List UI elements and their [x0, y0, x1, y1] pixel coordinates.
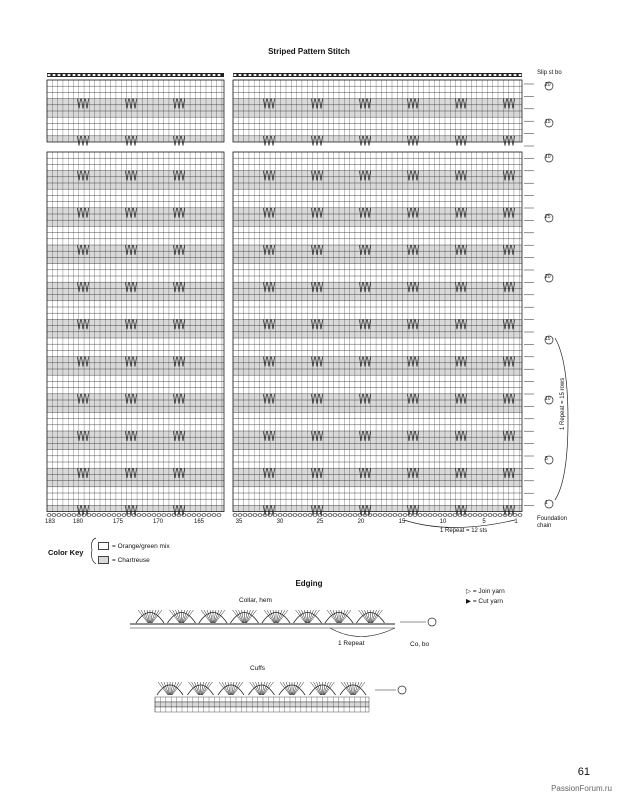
chain-loop: [263, 74, 266, 76]
foundation-loop: [293, 514, 297, 517]
chain-loop: [423, 74, 426, 76]
chain-loop: [77, 74, 80, 76]
chart-row: [233, 406, 522, 412]
chain-loop: [373, 74, 376, 76]
foundation-loop: [117, 514, 121, 517]
chain-loop: [182, 74, 185, 76]
chart-row: [233, 164, 522, 170]
chart-row: [233, 251, 522, 257]
chain-loop: [493, 74, 496, 76]
chart-row: [233, 313, 522, 319]
chain-loop: [473, 74, 476, 76]
foundation-loop: [283, 514, 287, 517]
foundation-loop: [313, 514, 317, 517]
chart-row: [233, 375, 522, 381]
chain-loop: [343, 74, 346, 76]
foundation-loop: [52, 514, 56, 517]
foundation-loop: [403, 514, 407, 517]
foundation-loop: [443, 514, 447, 517]
chain-loop: [192, 74, 195, 76]
foundation-loop: [373, 514, 377, 517]
foundation-loop: [192, 514, 196, 517]
cuff-row: [155, 707, 369, 712]
chain-loop: [443, 74, 446, 76]
chain-loop: [248, 74, 251, 76]
chain-loop: [122, 74, 125, 76]
chain-loop: [137, 74, 140, 76]
column-number: 175: [112, 519, 124, 525]
chart-row: [233, 338, 522, 344]
chain-loop: [438, 74, 441, 76]
chart-row: [233, 92, 522, 98]
foundation-loop: [137, 514, 141, 517]
column-number: 15: [398, 519, 406, 525]
chain-loop: [258, 74, 261, 76]
chain-loop: [348, 74, 351, 76]
foundation-loop: [127, 514, 131, 517]
chain-loop: [468, 74, 471, 76]
chartreuse-swatch: [98, 556, 109, 564]
foundation-loop: [413, 514, 417, 517]
chart-row: [233, 443, 522, 449]
foundation-loop: [187, 514, 191, 517]
chart-row: [233, 450, 522, 456]
foundation-loop: [428, 514, 432, 517]
foundation-loop: [258, 514, 262, 517]
foundation-loop: [343, 514, 347, 517]
column-number: 25: [316, 519, 324, 525]
chain-loop: [207, 74, 210, 76]
chain-loop: [212, 74, 215, 76]
chart-row: [233, 86, 522, 92]
chart-row: [233, 332, 522, 338]
cut-yarn-legend: [466, 597, 503, 605]
chain-loop: [403, 74, 406, 76]
chain-loop: [463, 74, 466, 76]
chain-loop: [388, 74, 391, 76]
cuffs-label: Cuffs: [250, 665, 266, 672]
foundation-loop: [87, 514, 91, 517]
row-number-label: 20: [545, 82, 551, 88]
column-number: 10: [439, 519, 447, 525]
foundation-loop: [97, 514, 101, 517]
chain-loop: [338, 74, 341, 76]
foundation-loop: [513, 514, 517, 517]
chain-loop: [243, 74, 246, 76]
chart-row: [233, 257, 522, 263]
chart-row: [233, 208, 522, 214]
chain-loop: [368, 74, 371, 76]
chain-loop: [187, 74, 190, 76]
chart-row: [233, 105, 522, 111]
chain-loop: [288, 74, 291, 76]
chain-loop: [107, 74, 110, 76]
column-number: 170: [152, 519, 164, 525]
foundation-loop: [167, 514, 171, 517]
chain-loop: [172, 74, 175, 76]
chain-loop: [398, 74, 401, 76]
cuff-row: [155, 697, 369, 702]
chart-row: [233, 295, 522, 301]
chain-loop: [102, 74, 105, 76]
foundation-loop: [488, 514, 492, 517]
chain-loop: [52, 74, 55, 76]
cuff-row: [155, 702, 369, 707]
foundation-loop: [102, 514, 106, 517]
chart-row: [233, 183, 522, 189]
chain-loop: [293, 74, 296, 76]
foundation-loop: [152, 514, 156, 517]
foundation-loop: [448, 514, 452, 517]
chain-loop: [202, 74, 205, 76]
chain-loop: [453, 74, 456, 76]
page-number: 61: [577, 766, 590, 778]
chain-loop: [518, 74, 521, 76]
chart-row: [233, 344, 522, 350]
row-number-label: 20: [545, 274, 551, 280]
foundation-loop: [433, 514, 437, 517]
chart-row: [233, 357, 522, 363]
foundation-loop: [383, 514, 387, 517]
slip-st-bo-label: Slip st bo: [537, 70, 562, 76]
chart-row: [233, 425, 522, 431]
chain-loop: [478, 74, 481, 76]
chart-row: [233, 369, 522, 375]
foundation-loop: [92, 514, 96, 517]
foundation-loop: [202, 514, 206, 517]
row-number-label: 1: [545, 500, 548, 506]
foundation-loop: [253, 514, 257, 517]
foundation-loop: [67, 514, 71, 517]
color-key-label: = Orange/green mix: [112, 542, 170, 550]
foundation-loop: [278, 514, 282, 517]
row-number-label: 10: [545, 396, 551, 402]
row-number-label: 15: [545, 119, 551, 125]
chain-loop: [82, 74, 85, 76]
column-number: 20: [357, 519, 365, 525]
chart-row: [233, 307, 522, 313]
chain-loop: [92, 74, 95, 76]
chain-loop: [112, 74, 115, 76]
foundation-loop: [162, 514, 166, 517]
chain-loop: [358, 74, 361, 76]
chain-loop: [142, 74, 145, 76]
column-number: 1: [514, 519, 518, 525]
chart-row: [233, 481, 522, 487]
foundation-loop: [393, 514, 397, 517]
chart-row: [233, 437, 522, 443]
chart-row: [233, 431, 522, 437]
chain-loop: [303, 74, 306, 76]
chart-row: [233, 394, 522, 400]
edging-repeat-bracket: [330, 628, 395, 637]
repeat-sts-bracket: [404, 519, 518, 528]
chain-loop: [418, 74, 421, 76]
chain-loop: [278, 74, 281, 76]
row-number-label: 5: [545, 456, 548, 462]
column-number: 30: [276, 519, 284, 525]
chart-row: [233, 288, 522, 294]
chain-loop: [323, 74, 326, 76]
chain-loop: [197, 74, 200, 76]
column-number: 183: [44, 519, 56, 525]
chart-row: [233, 456, 522, 462]
chain-loop: [233, 74, 236, 76]
chart-row: [233, 462, 522, 468]
orange-swatch: [98, 542, 109, 550]
chart-row: [233, 412, 522, 418]
color-key-title: Color Key: [48, 548, 84, 557]
chain-label: chain: [537, 523, 552, 529]
collar-hem-label: Collar, hem: [239, 597, 272, 604]
chart-row: [233, 117, 522, 123]
join-yarn-icon: ▷: [466, 588, 471, 595]
foundation-loop: [207, 514, 211, 517]
chart-row: [233, 214, 522, 220]
chart-row: [233, 276, 522, 282]
foundation-loop: [212, 514, 216, 517]
column-number: 35: [235, 519, 243, 525]
chain-loop: [167, 74, 170, 76]
chart-row: [233, 177, 522, 183]
chain-loop: [333, 74, 336, 76]
chart-row: [233, 270, 522, 276]
chart-row: [233, 233, 522, 239]
chart-row: [233, 282, 522, 288]
chart-row: [233, 400, 522, 406]
foundation-loop: [243, 514, 247, 517]
chart-row: [233, 487, 522, 493]
chart-row: [233, 363, 522, 369]
foundation-loop: [57, 514, 61, 517]
chain-loop: [408, 74, 411, 76]
chart-row: [233, 301, 522, 307]
row-number-label: 15: [545, 336, 551, 342]
chart-row: [233, 350, 522, 356]
foundation-loop: [478, 514, 482, 517]
chart-row: [233, 226, 522, 232]
foundation-loop: [308, 514, 312, 517]
chain-loop: [87, 74, 90, 76]
foundation-loop: [142, 514, 146, 517]
color-key-label: = Chartreuse: [112, 556, 150, 564]
foundation-loop: [233, 514, 237, 517]
color-key-item-orange: [98, 542, 170, 550]
chart-row: [233, 80, 522, 86]
chart-row: [233, 326, 522, 332]
chain-loop: [458, 74, 461, 76]
foundation-loop: [353, 514, 357, 517]
foundation-loop: [498, 514, 502, 517]
foundation-loop: [473, 514, 477, 517]
foundation-loop: [112, 514, 116, 517]
chart-row: [233, 499, 522, 505]
chart-row: [233, 99, 522, 105]
chart-row: [233, 152, 522, 158]
foundation-loop: [328, 514, 332, 517]
chain-loop: [313, 74, 316, 76]
cuff-row-marker: [398, 686, 406, 694]
row-number-label: 25: [545, 214, 551, 220]
chain-loop: [47, 74, 50, 76]
chain-loop: [328, 74, 331, 76]
chain-loop: [363, 74, 366, 76]
cut-yarn-text: = Cut yarn: [472, 598, 503, 605]
co-bo-label: Co, bo: [410, 641, 430, 648]
chart-row: [233, 505, 522, 511]
foundation-loop: [453, 514, 457, 517]
join-yarn-legend: [466, 587, 505, 595]
foundation-loop: [518, 514, 522, 517]
foundation-loop: [273, 514, 277, 517]
chart-row: [233, 195, 522, 201]
chain-loop: [393, 74, 396, 76]
foundation-loop: [197, 514, 201, 517]
chart-row: [233, 264, 522, 270]
foundation-loop: [398, 514, 402, 517]
column-number: 5: [482, 519, 486, 525]
repeat-rows-label: 1 Repeat = 15 rows: [560, 377, 566, 430]
foundation-loop: [107, 514, 111, 517]
chain-loop: [97, 74, 100, 76]
foundation-loop: [483, 514, 487, 517]
chart-row: [233, 111, 522, 117]
chain-loop: [308, 74, 311, 76]
chart-row: [233, 239, 522, 245]
foundation-loop: [378, 514, 382, 517]
color-key-brace: [92, 538, 97, 564]
column-number: 180: [72, 519, 84, 525]
chart-row: [233, 189, 522, 195]
chain-loop: [413, 74, 416, 76]
foundation-loop: [217, 514, 221, 517]
chain-loop: [428, 74, 431, 76]
chain-loop: [433, 74, 436, 76]
chart-row: [233, 474, 522, 480]
foundation-loop: [438, 514, 442, 517]
color-key-item-chartreuse: [98, 556, 150, 564]
chart-row: [233, 171, 522, 177]
foundation-loop: [348, 514, 352, 517]
foundation-label: Foundation: [537, 516, 568, 522]
chain-loop: [268, 74, 271, 76]
chain-loop: [508, 74, 511, 76]
foundation-loop: [468, 514, 472, 517]
foundation-loop: [157, 514, 161, 517]
chain-loop: [67, 74, 70, 76]
chain-loop: [177, 74, 180, 76]
chart-row: [233, 319, 522, 325]
chain-loop: [217, 74, 220, 76]
chart-title: Striped Pattern Stitch: [268, 47, 350, 56]
chart-row: [233, 468, 522, 474]
chart-row: [233, 158, 522, 164]
chain-loop: [147, 74, 150, 76]
chart-row: [233, 220, 522, 226]
foundation-loop: [72, 514, 76, 517]
chain-loop: [378, 74, 381, 76]
foundation-loop: [62, 514, 66, 517]
chart-row: [233, 381, 522, 387]
chain-loop: [238, 74, 241, 76]
chain-loop: [132, 74, 135, 76]
chain-loop: [483, 74, 486, 76]
chain-loop: [127, 74, 130, 76]
repeat-label: 1 Repeat: [338, 640, 365, 647]
chart-row: [233, 419, 522, 425]
foundation-loop: [423, 514, 427, 517]
chain-loop: [253, 74, 256, 76]
repeat-sts-label: 1 Repeat = 12 sts: [440, 528, 488, 534]
foundation-loop: [238, 514, 242, 517]
cut-yarn-icon: ▶: [466, 598, 471, 605]
chain-loop: [117, 74, 120, 76]
chain-loop: [162, 74, 165, 76]
chain-loop: [283, 74, 286, 76]
join-yarn-text: = Join yarn: [472, 588, 505, 595]
edging-row-marker: [428, 618, 436, 626]
foundation-loop: [47, 514, 51, 517]
foundation-loop: [122, 514, 126, 517]
chart-row: [233, 136, 522, 142]
chain-loop: [503, 74, 506, 76]
foundation-loop: [333, 514, 337, 517]
chain-loop: [62, 74, 65, 76]
foundation-loop: [418, 514, 422, 517]
foundation-loop: [298, 514, 302, 517]
chain-loop: [513, 74, 516, 76]
chain-loop: [57, 74, 60, 76]
chain-loop: [152, 74, 155, 76]
chain-loop: [318, 74, 321, 76]
chart-row: [233, 130, 522, 136]
watermark: PassionForum.ru: [551, 784, 612, 793]
foundation-loop: [303, 514, 307, 517]
chart-row: [233, 493, 522, 499]
edging-title: Edging: [295, 579, 323, 588]
chart-row: [233, 202, 522, 208]
foundation-loop: [248, 514, 252, 517]
chart-row: [233, 388, 522, 394]
chain-loop: [72, 74, 75, 76]
chart-row: [233, 123, 522, 129]
chain-loop: [488, 74, 491, 76]
foundation-loop: [288, 514, 292, 517]
chain-loop: [448, 74, 451, 76]
chain-loop: [298, 74, 301, 76]
foundation-loop: [493, 514, 497, 517]
column-number: 165: [193, 519, 205, 525]
foundation-loop: [338, 514, 342, 517]
foundation-loop: [147, 514, 151, 517]
chain-loop: [353, 74, 356, 76]
chain-loop: [498, 74, 501, 76]
chain-loop: [383, 74, 386, 76]
foundation-loop: [323, 514, 327, 517]
chain-loop: [273, 74, 276, 76]
chain-loop: [157, 74, 160, 76]
foundation-loop: [388, 514, 392, 517]
chart-row: [233, 245, 522, 251]
row-number-label: 10: [545, 154, 551, 160]
